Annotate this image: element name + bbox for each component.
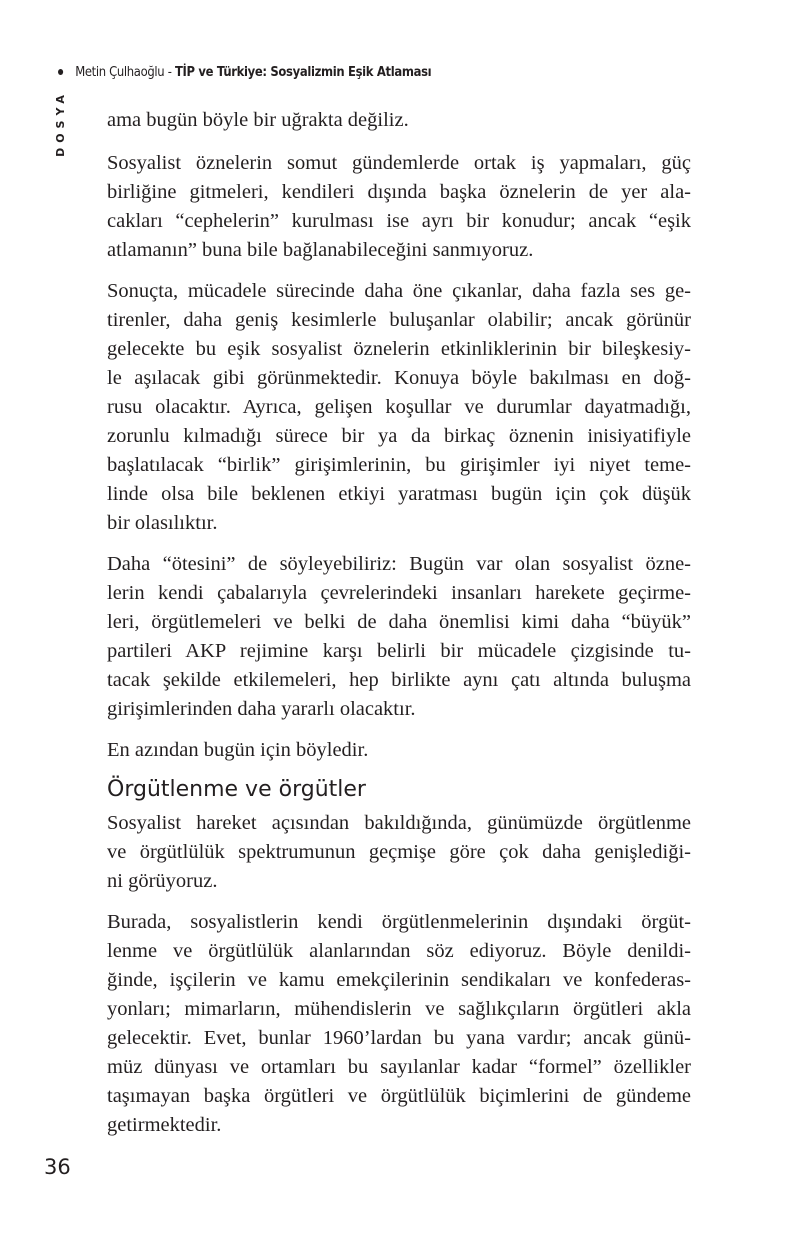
header-title: TİP ve Türkiye: Sosyalizmin Eşik Atlaması [174, 64, 432, 80]
text-line: tacak şekilde etkilemeleri, hep birlikte aynı çatı altında buluşma [107, 669, 691, 691]
text-line: gelecekte bu eşik sosyalist öznelerin etkinliklerinin bir bileşkesiy- [107, 338, 691, 360]
bullet-icon [58, 69, 63, 75]
text-line: ama bugün böyle bir uğrakta değiliz. [107, 109, 409, 131]
section-side-label [40, 89, 80, 157]
text-line: müz dünyası ve ortamları bu sayılanlar kadar “formel” özellikler [107, 1056, 691, 1078]
text-line: partileri AKP rejimine karşı belirli bir mücadele çizgisinde tu- [107, 640, 691, 662]
text-line: Sosyalist hareket açısından bakıldığında, günümüzde örgütlenme [107, 812, 691, 834]
text-line: rusu olacaktır. Ayrıca, gelişen koşullar ve durumlar dayatmadığı, [107, 396, 691, 418]
text-line: Daha “ötesini” de söyleyebiliriz: Bugün var olan sosyalist özne- [107, 553, 691, 575]
text-line: Burada, sosyalistlerin kendi örgütlenmelerinin dışındaki örgüt- [107, 911, 691, 933]
paragraph [107, 277, 691, 538]
text-line: cakları “cephelerin” kurulması ise ayrı bir konudur; ancak “eşik [107, 210, 691, 232]
paragraph [107, 550, 691, 724]
text-line: Sosyalist öznelerin somut gündemlerde ortak iş yapmaları, güç [107, 152, 691, 174]
text-line: le aşılacak gibi görünmektedir. Konuya böyle bakılması en doğ- [107, 367, 691, 389]
section-heading: Örgütlenme ve örgütler [107, 777, 366, 802]
text-line: ni görüyoruz. [107, 870, 218, 892]
text-line: linde olsa bile beklenen etkiyi yaratması bugün için çok düşük [107, 483, 691, 505]
paragraph [107, 736, 691, 765]
text-line: lerin kendi çabalarıyla çevrelerindeki insanları harekete geçirme- [107, 582, 691, 604]
paragraph [107, 809, 691, 896]
text-line: lenme ve örgütlülük alanlarından söz ediyoruz. Böyle denildi- [107, 940, 691, 962]
side-label-text: DOSYA [53, 89, 67, 157]
text-line: birliğine gitmeleri, kendileri dışında başka öznelerin de yer ala- [107, 181, 691, 203]
text-line: gelecektir. Evet, bunlar 1960’lardan bu yana vardır; ancak günü- [107, 1027, 691, 1049]
text-line: yonları; mimarların, mühendislerin ve sağlıkçıların örgütleri akla [107, 998, 691, 1020]
page-body [107, 106, 691, 1152]
text-line: En azından bugün için böyledir. [107, 739, 369, 761]
text-line: Sonuçta, mücadele sürecinde daha öne çıkanlar, daha fazla ses ge- [107, 280, 691, 302]
text-line: atlamanın” buna bile bağlanabileceğini sanmıyoruz. [107, 239, 534, 261]
page-number: 36 [44, 1155, 71, 1179]
paragraph [107, 149, 691, 265]
text-line: bir olasılıktır. [107, 512, 218, 534]
text-line: ve örgütlülük spektrumunun geçmişe göre çok daha genişlediği- [107, 841, 691, 863]
running-header [58, 64, 431, 80]
paragraph [107, 106, 691, 135]
text-line: zorunlu kılmadığı sürece bir ya da birkaç öznenin inisiyatifiyle [107, 425, 691, 447]
text-line: başlatılacak “birlik” girişimlerinin, bu girişimler iyi niyet teme- [107, 454, 691, 476]
text-line: getirmektedir. [107, 1114, 222, 1136]
text-line: tirenler, daha geniş kesimlerle buluşanlar olabilir; ancak görünür [107, 309, 691, 331]
paragraph [107, 908, 691, 1140]
header-author: Metin Çulhaoğlu [75, 64, 165, 80]
text-line: leri, örgütlemeleri ve belki de daha önemlisi kimi daha “büyük” [107, 611, 691, 633]
text-line: taşımayan başka örgütleri ve örgütlülük biçimlerini de gündeme [107, 1085, 691, 1107]
header-separator: - [167, 64, 172, 80]
text-line: ğinde, işçilerin ve kamu emekçilerinin sendikaları ve konfederas- [107, 969, 691, 991]
text-line: girişimlerinden daha yararlı olacaktır. [107, 698, 416, 720]
